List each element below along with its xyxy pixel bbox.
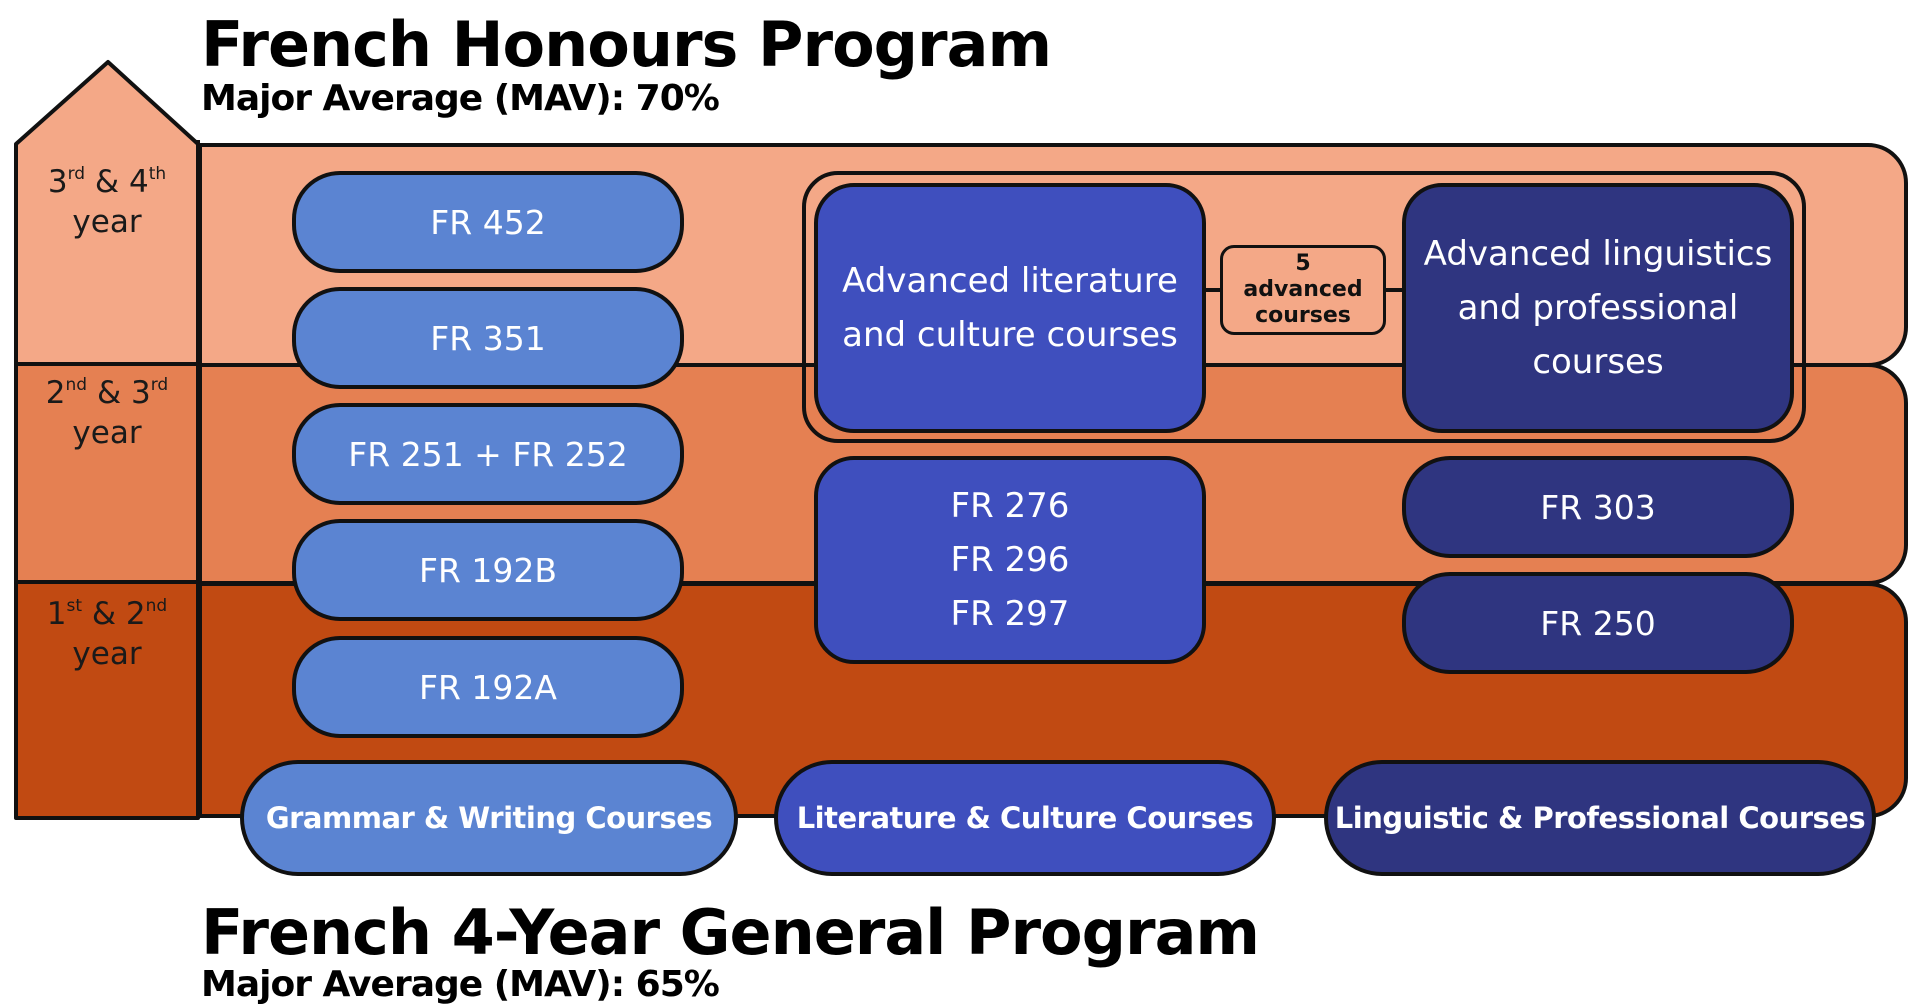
course-pill: FR 303 [1402,456,1794,558]
course-pill: FR 192B [292,519,684,621]
year-label-2-3: 2nd & 3rd year [45,375,169,451]
category-literature-culture: Literature & Culture Courses [774,760,1276,876]
category-linguistic-professional: Linguistic & Professional Courses [1324,760,1876,876]
course-pill: FR 250 [1402,572,1794,674]
advanced-courses-note: 5 advanced courses [1220,245,1386,335]
general-title: French 4-Year General Program [201,896,1260,969]
year-label-1-2: 1st & 2nd year [46,596,168,672]
advanced-linguistics-box: Advanced linguistics and professional courses [1402,183,1794,433]
course-pill: FR 452 [292,171,684,273]
category-grammar-writing: Grammar & Writing Courses [240,760,738,876]
honours-mav: Major Average (MAV): 70% [201,78,719,119]
year-label-3-4: 3rd & 4th year [47,164,167,240]
literature-courses-box: FR 276 FR 296 FR 297 [814,456,1206,664]
honours-title: French Honours Program [201,8,1052,81]
general-mav: Major Average (MAV): 65% [201,964,719,1005]
course-pill: FR 251 + FR 252 [292,403,684,505]
course-pill: FR 192A [292,636,684,738]
course-pill: FR 351 [292,287,684,389]
advanced-literature-box: Advanced literature and culture courses [814,183,1206,433]
